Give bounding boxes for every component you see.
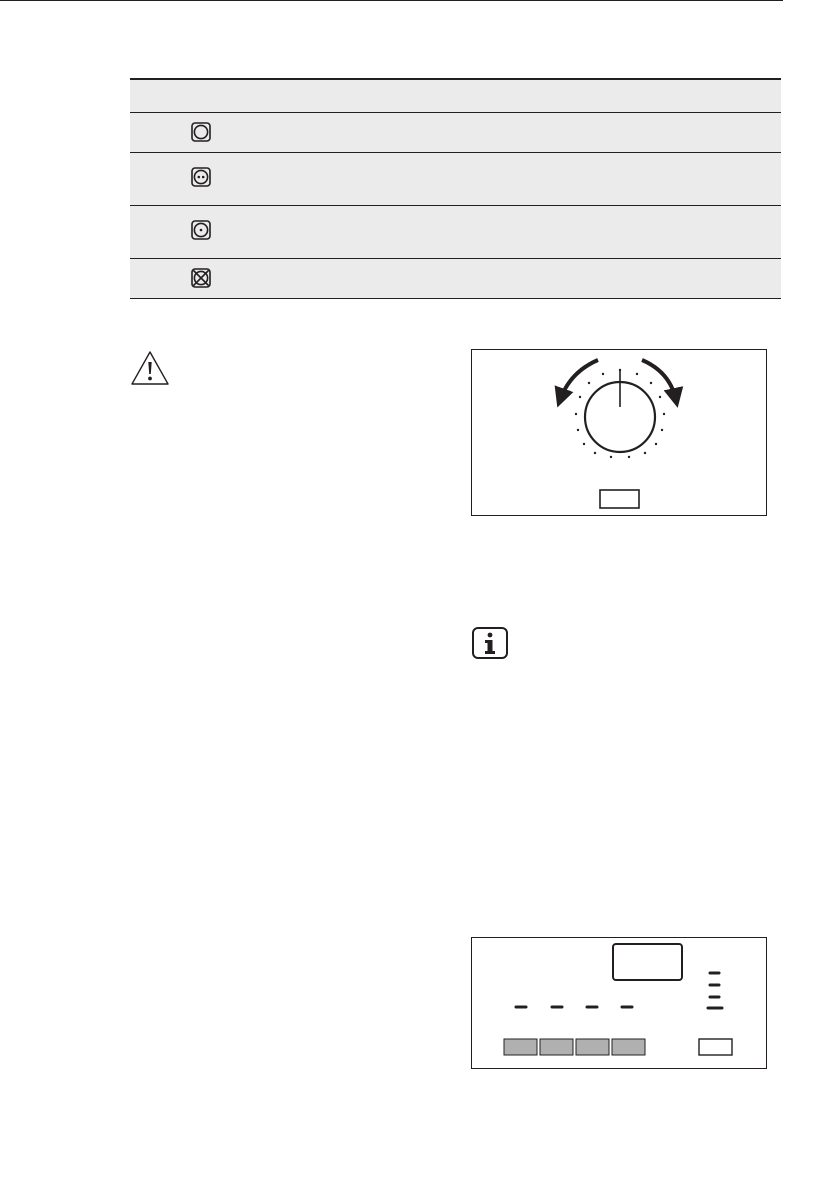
display-panel-icon: [472, 938, 766, 1068]
table-row: [130, 113, 781, 153]
do-not-tumble-dry-icon: [191, 268, 211, 288]
dry-normal-heat-icon: [191, 167, 211, 187]
dry-any-heat-icon: [191, 122, 211, 142]
display-panel-figure: [471, 937, 767, 1069]
info-icon: [472, 627, 508, 664]
tumble-dry-symbols-table: [130, 78, 781, 299]
dry-low-heat-icon: [191, 220, 211, 240]
program-knob-figure: [471, 349, 767, 516]
warning-icon: [130, 350, 170, 391]
program-knob-icon: [472, 350, 766, 515]
table-row: [130, 259, 781, 299]
table-row: [130, 153, 781, 206]
table-header-row: [130, 78, 781, 113]
page-top-rule: [0, 0, 783, 1]
table-row: [130, 206, 781, 259]
